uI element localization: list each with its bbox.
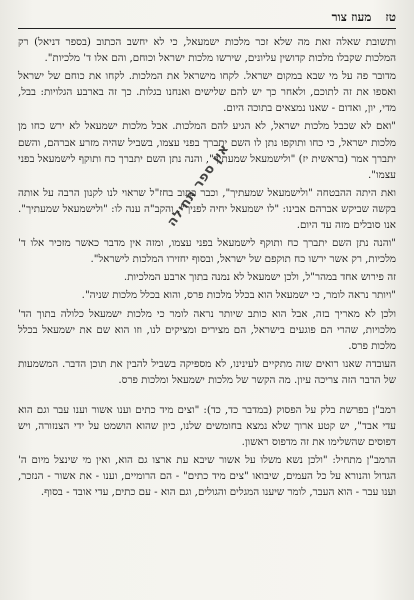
paragraph: "והנה נתן השם יתברך כח ותוקף לישמעאל בפני עצמו, ומזה אין מדבר כאשר מזכיר אלו ד' מלכיות, רק אשר ירשו כח תוקפם של ישראל, ובסוף יחזירו המלכות לישראל". xyxy=(18,237,396,266)
paragraph: "ואם לא שכבל מלכות ישראל, לא הגיע להם המלכות. אבל מלכות ישמעאל לא ירש כחו מן מלכות ישראל, כי כחו ותוקפו נתן לו השם יתברך בפני עצמו, בשביל שהיה מזרע אברהם, והשם יתברך אמר (בראשית יז) "ולישמעאל שמעתיך", והנה נתן השם יתברך כח ותוקף לישמעאל בפני עצמו". xyxy=(18,120,396,181)
book-title: מעוז צור xyxy=(331,9,372,24)
paragraph: רמב"ן בפרשת בלק על הפסוק (במדבר כד, כד): "וצים מיד כתים וענו אשור וענו עבר וגם הוא עדי אבד", יש קטע ארוך שלא נמצא בחומשים שלנו, כיון שהוא הושמט על ידי הצנזורה, ויש דפוסים שהשלימו את זה מדפוס ראשון. xyxy=(18,403,396,449)
page-number: טז xyxy=(385,9,396,24)
paragraph: הרמב"ן מתחיל: "ולכן נשא משלו על אשור שיבא עת ארצו גם הוא, ואין מי שינצל מיום ה' הגדול והנורא על כל העמים, שיבואו "צים מיד כתים" - הם הרומיים, וענו - את אשור - הנזכר, וענו עבר - הוא העבר, לומר שיענו המגלים והגולים, וגם הוא - עם כתים, עדי אובד - בסוף. xyxy=(18,454,396,499)
paragraph: ותשובת שאלה זאת מה שלא זכר מלכות ישמעאל, כי לא יחשב הכתוב (בספר דניאל) רק המלכות שקבלו מלכות קדושין עליונים, שירשו מלכות ישראל וכוחם, והם אלו ד' מלכיות". xyxy=(18,36,396,65)
section-gap xyxy=(18,388,396,402)
paragraph: ולכן לא מאריך בזה, אבל הוא כותב שיותר נראה לומר כי מלכות ישמעאל כלולה בתוך הד' מלכויות, שהרי הם פוגעים בישראל, הם מצירים ומציקים לנו, וזו הוא שם את ישמעאל בכלל מלכות פרס. xyxy=(18,307,396,352)
page-header xyxy=(18,6,396,29)
page-body xyxy=(18,34,396,501)
paragraph: העובדה שאנו רואים שזה מתקיים לעינינו, לא מספיקה בשביל להבין את תוכן הדבר. המשמעות של הדבר הזה צריכה עיון. מה הקשר של מלכות ישמעאל ומלכות פרס. xyxy=(18,357,396,386)
paragraph: ואת היתה ההבטחה "ולישמעאל שמעתיך", וכבר כתוב בחז"ל שראוי לנו לקנון הרבה על אותה בקשה שביקש אברהם אבינו: "לו ישמעאל יחיה לפניך", והקב"ה ענה לו: "ולישמעאל שמעתיך". אנו סובלים מזה עד היום. xyxy=(18,186,396,232)
paragraph: "ויותר נראה לומר, כי ישמעאל הוא בכלל מלכות פרס, והוא בכלל מלכות שניה". xyxy=(81,289,396,302)
library-stamp: אין ספר תחילה xyxy=(164,141,233,230)
paragraph: זה פירוש אחד במהר"ל, ולכן ישמעאל לא נמנה בתוך ארבע המלכיות. xyxy=(123,271,396,284)
paragraph: מדובר פה על מי שבא במקום ישראל. לקחו מישראל את המלכות. לקחו את כוחם של ישראל ואספו את זה לתוכם, ולאחר כך יש להם שלישים ואנחנו בגלות. כך זה בארבע הגלויות: בבל, מדי, יון, ואדום - שאנו נמצאים בתוכה היום. xyxy=(18,70,396,115)
